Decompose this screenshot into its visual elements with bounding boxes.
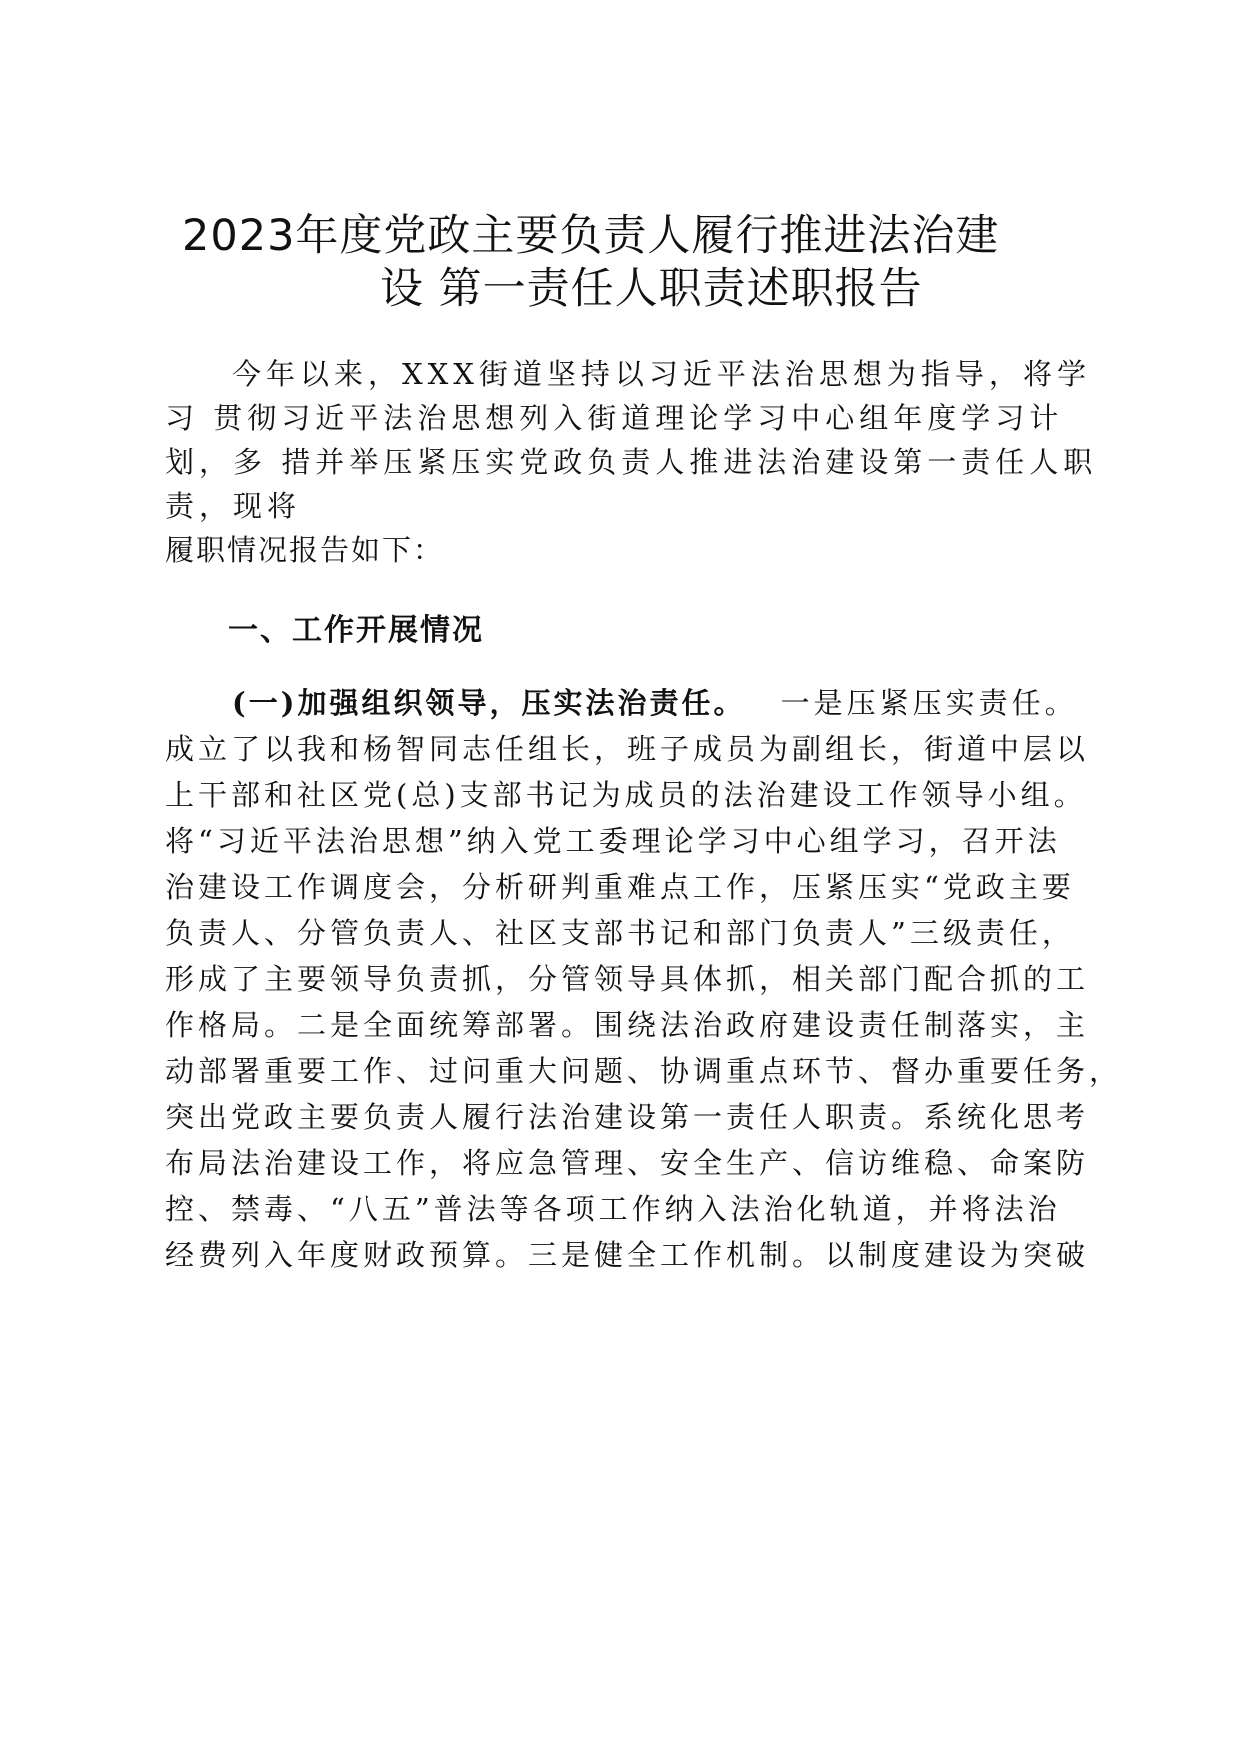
intro-paragraph-line: 划，多 措并举压紧压实党政负责人推进法治建设第一责任人职 [165, 445, 1098, 479]
document-title-line-2: 设 第一责任人职责述职报告 [380, 264, 923, 314]
body-paragraph-line: 上干部和社区党(总)支部书记为成员的法治建设工作领导小组。 [165, 778, 1087, 812]
body-paragraph-line: 成立了以我和杨智同志任组长，班子成员为副组长，街道中层以 [165, 732, 1090, 766]
intro-paragraph-line: 今年以来，XXX街道坚持以习近平法治思想为指导，将学 [232, 357, 1091, 391]
body-paragraph-line: 突出党政主要负责人履行法治建设第一责任人职责。系统化思考 [165, 1100, 1090, 1134]
document-title-line-1: 2023年度党政主要负责人履行推进法治建 [182, 211, 1000, 261]
intro-paragraph-line: 责，现将 [165, 489, 302, 523]
body-paragraph-line: 动部署重要工作、过问重大问题、协调重点环节、督办重要任务， [165, 1054, 1123, 1088]
subsection-first-line [232, 683, 1144, 723]
body-paragraph-line: 形成了主要领导负责抓，分管领导具体抓，相关部门配合抓的工 [165, 962, 1090, 996]
body-paragraph-line: 作格局。二是全面统筹部署。围绕法治政府建设责任制落实，主 [165, 1008, 1090, 1042]
body-paragraph-line: 布局法治建设工作，将应急管理、安全生产、信访维稳、命案防 [165, 1146, 1090, 1180]
body-paragraph-line: 控、禁毒、“八五”普法等各项工作纳入法治化轨道，并将法治 [165, 1192, 1061, 1226]
body-paragraph-line: 负责人、分管负责人、社区支部书记和部门负责人”三级责任， [165, 916, 1075, 950]
intro-paragraph-line: 履职情况报告如下： [165, 533, 445, 567]
section-heading: 一、工作开展情况 [228, 613, 484, 648]
body-paragraph-line: 治建设工作调度会，分析研判重难点工作，压紧压实“党政主要 [165, 870, 1075, 904]
body-paragraph-line: 经费列入年度财政预算。三是健全工作机制。以制度建设为突破 [165, 1238, 1090, 1272]
body-text: 一是压紧压实责任。 [780, 686, 1078, 720]
body-paragraph-line: 将“习近平法治思想”纳入党工委理论学习中心组学习，召开法 [165, 824, 1061, 858]
intro-paragraph-line: 习 贯彻习近平法治思想列入街道理论学习中心组年度学习计 [165, 401, 1064, 435]
subsection-heading: (一)加强组织领导，压实法治责任。 [232, 686, 746, 720]
